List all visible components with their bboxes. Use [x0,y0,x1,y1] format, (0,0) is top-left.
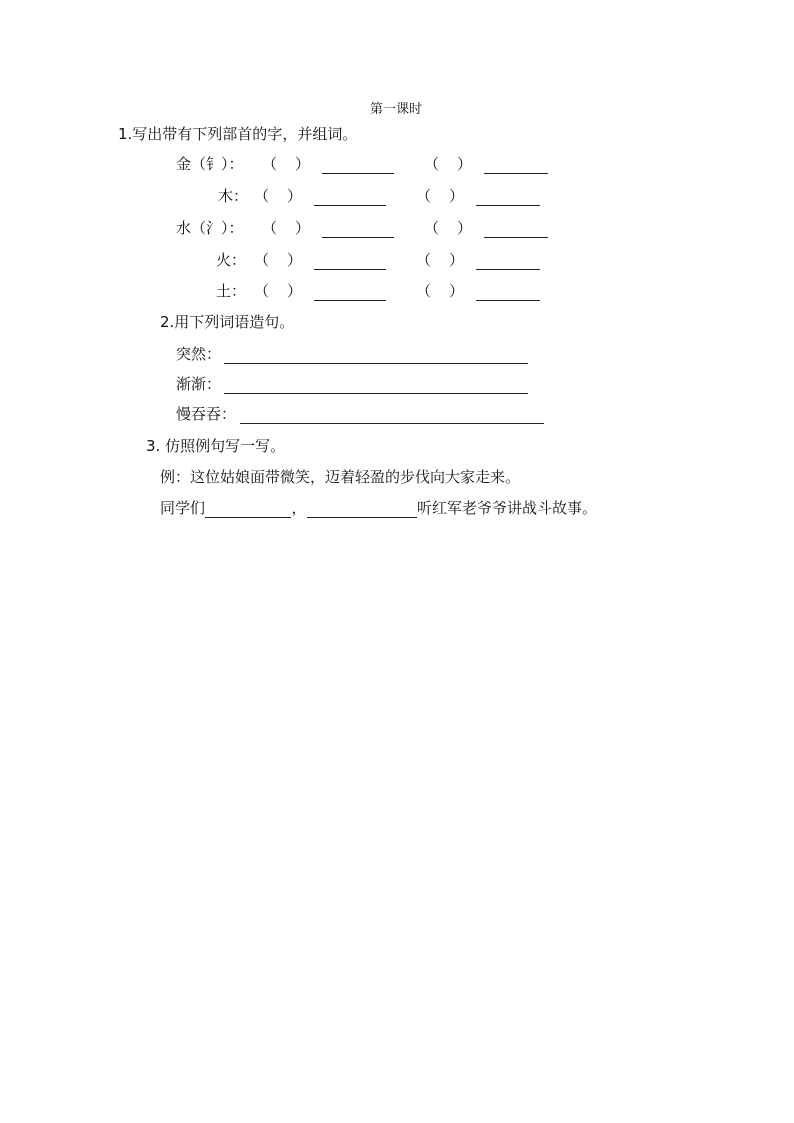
char-paren-slot[interactable]: （ ） [416,282,464,300]
prompt-start: 同学们 [160,499,206,517]
word-blank[interactable] [476,284,540,301]
word-blank[interactable] [484,221,548,238]
sentence-blank[interactable] [240,407,544,424]
imitation-row [160,498,597,518]
example-sentence: 例：这位姑娘面带微笑，迈着轻盈的步伐向大家走来。 [160,468,521,486]
char-paren-slot[interactable]: （ ） [254,282,302,300]
sentence-row-slowly [176,404,544,424]
radical-row-fire [216,250,540,270]
word-label: 突然： [176,345,222,363]
char-paren-slot[interactable]: （ ） [254,251,302,269]
char-paren-slot[interactable]: （ ） [424,155,472,173]
sentence-blank[interactable] [224,347,528,364]
char-paren-slot[interactable]: （ ） [424,219,472,237]
word-blank[interactable] [476,253,540,270]
sentence-blank[interactable] [224,377,528,394]
word-blank[interactable] [314,253,386,270]
word-blank[interactable] [476,189,540,206]
radical-label: 金（钅）： [176,155,244,173]
word-blank[interactable] [314,284,386,301]
question-2-label: 2.用下列词语造句。 [160,313,295,331]
radical-label: 水（氵）： [176,219,244,237]
char-paren-slot[interactable]: （ ） [262,155,310,173]
imitation-blank-2[interactable] [307,501,417,518]
word-blank[interactable] [322,221,394,238]
lesson-title: 第一课时 [370,102,423,117]
word-blank[interactable] [314,189,386,206]
word-label: 慢吞吞： [176,405,237,423]
question-1-label: 1.写出带有下列部首的字，并组词。 [118,125,358,143]
prompt-end: 听红军老爷爷讲战斗故事。 [417,499,598,517]
radical-row-water [176,218,548,238]
word-blank[interactable] [322,157,394,174]
radical-label: 土： [216,282,247,300]
char-paren-slot[interactable]: （ ） [254,187,302,205]
radical-row-metal [176,154,548,174]
question-3-label: 3. 仿照例句写一写。 [146,437,286,455]
word-blank[interactable] [484,157,548,174]
sentence-row-suddenly [176,344,528,364]
prompt-comma: ， [291,499,307,517]
char-paren-slot[interactable]: （ ） [416,251,464,269]
radical-label: 木： [218,187,249,205]
char-paren-slot[interactable]: （ ） [262,219,310,237]
radical-row-wood [218,186,540,206]
radical-row-earth [216,281,540,301]
word-label: 渐渐： [176,375,222,393]
char-paren-slot[interactable]: （ ） [416,187,464,205]
sentence-row-gradually [176,374,528,394]
radical-label: 火： [216,251,247,269]
imitation-blank-1[interactable] [205,501,291,518]
